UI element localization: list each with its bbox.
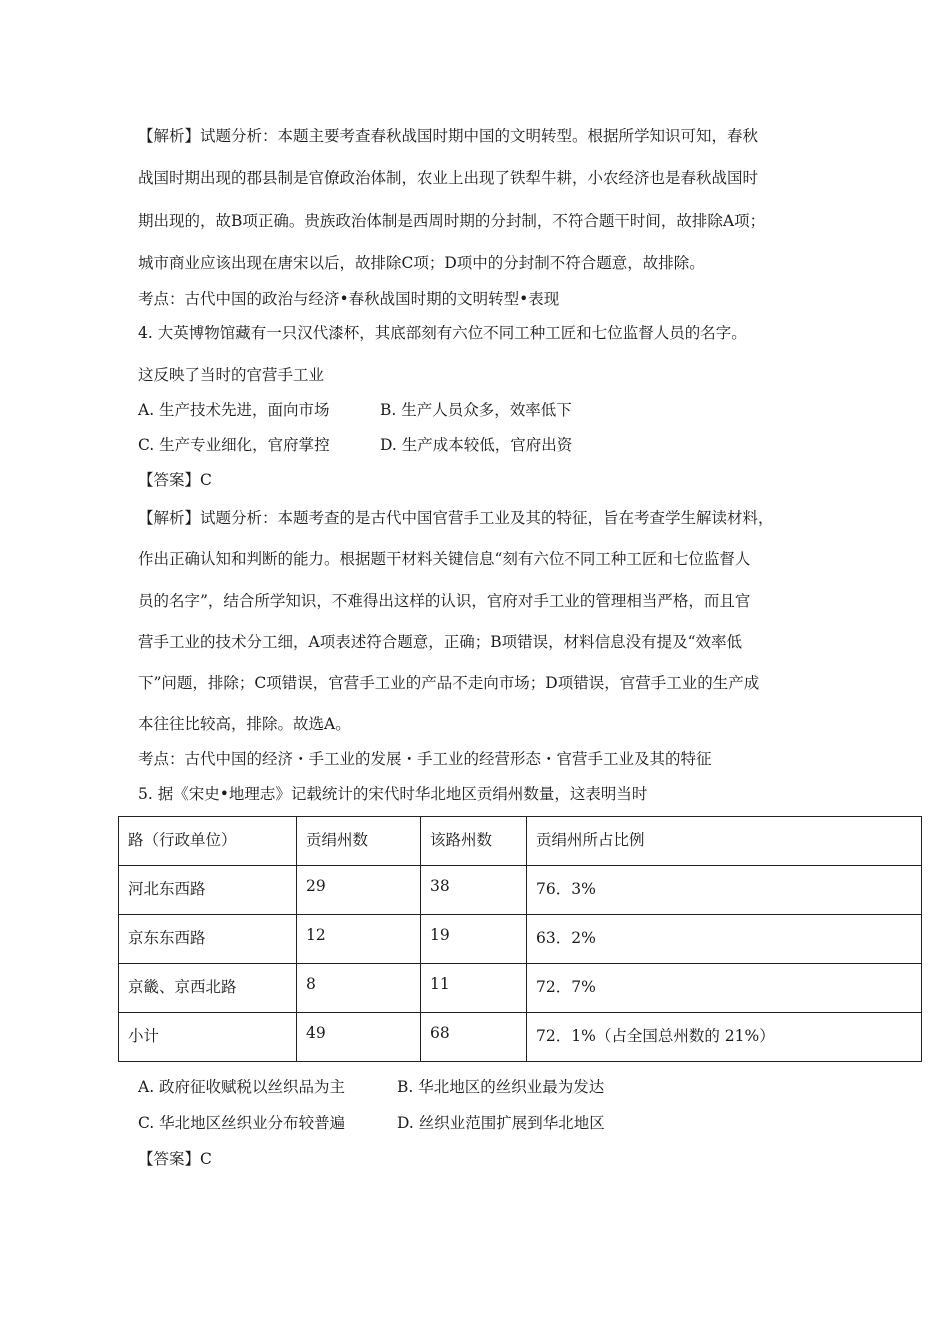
q5-option-c: C. 华北地区丝织业分布较普遍 [138,1114,346,1132]
q4-stem-line-1: 4. 大英博物馆藏有一只汉代漆杯，其底部刻有六位不同工种工匠和七位监督人员的名字。 [138,324,747,342]
table-cell: 38 [421,866,527,915]
q5-option-d: D. 丝织业范围扩展到华北地区 [397,1114,605,1132]
table-cell: 11 [421,964,527,1013]
q5-option-b: B. 华北地区的丝织业最为发达 [397,1078,605,1096]
q4-option-a: A. 生产技术先进，面向市场 [138,401,330,419]
q4-option-b: B. 生产人员众多，效率低下 [380,401,572,419]
q5-option-a: A. 政府征收赋税以丝织品为主 [138,1078,346,1096]
table-header-row [119,817,922,866]
table-row [119,1013,922,1062]
table-cell: 72．7% [527,964,922,1013]
q4-analysis-line-4: 营手工业的技术分工细，A项表述符合题意，正确；B项错误，材料信息没有提及“效率低 [138,633,743,651]
q3-analysis-line-4: 城市商业应该出现在唐宋以后，故排除C项；D项中的分封制不符合题意，故排除。 [138,254,705,272]
table-cell: 72．1%（占全国总州数的 21%） [527,1013,922,1062]
table-row [119,915,922,964]
q4-analysis-line-3: 员的名字”，结合所学知识，不难得出这样的认识，官府对手工业的管理相当严格，而且官 [138,592,751,610]
q4-answer: 【答案】C [138,471,212,489]
table-cell: 河北东西路 [119,866,297,915]
table-cell: 76．3% [527,866,922,915]
table-header-cell: 该路州数 [421,817,527,866]
table-cell: 63．2% [527,915,922,964]
q3-analysis-line-3: 期出现的，故B项正确。贵族政治体制是西周时期的分封制，不符合题干时间，故排除A项； [138,212,766,230]
table-row [119,964,922,1013]
q4-analysis-line-5: 下”问题，排除；C项错误，官营手工业的产品不走向市场；D项错误，官营手工业的生产成 [138,674,760,692]
q3-analysis-line-1: 【解析】试题分析：本题主要考查春秋战国时期中国的文明转型。根据所学知识可知，春秋 [138,127,759,145]
table-cell: 京东东西路 [119,915,297,964]
q4-stem-line-2: 这反映了当时的官营手工业 [138,366,325,384]
table-cell: 29 [297,866,421,915]
q4-analysis-line-6: 本往往比较高，排除。故选A。 [138,715,351,733]
table-cell: 12 [297,915,421,964]
q4-analysis-line-1: 【解析】试题分析：本题考查的是古代中国官营手工业及其的特征，旨在考查学生解读材料， [138,509,774,527]
table-header-cell: 贡绢州所占比例 [527,817,922,866]
q5-answer: 【答案】C [138,1150,212,1168]
q4-option-d: D. 生产成本较低，官府出资 [380,436,573,454]
table-header-cell: 路（行政单位） [119,817,297,866]
table-row [119,866,922,915]
table-cell: 19 [421,915,527,964]
table-cell: 小计 [119,1013,297,1062]
table-cell: 京畿、京西北路 [119,964,297,1013]
silk-tribute-table [118,816,922,1062]
table-cell: 49 [297,1013,421,1062]
q5-stem: 5. 据《宋史•地理志》记载统计的宋代时华北地区贡绢州数量，这表明当时 [138,785,648,803]
q4-analysis-line-2: 作出正确认知和判断的能力。根据题干材料关键信息“刻有六位不同工种工匠和七位监督人 [138,550,751,568]
q3-kaodian: 考点：古代中国的政治与经济•春秋战国时期的文明转型•表现 [138,290,560,308]
q4-option-c: C. 生产专业细化，官府掌控 [138,436,330,454]
q4-kaodian: 考点：古代中国的经济・手工业的发展・手工业的经营形态・官营手工业及其的特征 [138,750,712,768]
q3-analysis-line-2: 战国时期出现的郡县制是官僚政治体制，农业上出现了铁犁牛耕，小农经济也是春秋战国时 [138,169,759,187]
table-cell: 68 [421,1013,527,1062]
table-cell: 8 [297,964,421,1013]
table-header-cell: 贡绢州数 [297,817,421,866]
